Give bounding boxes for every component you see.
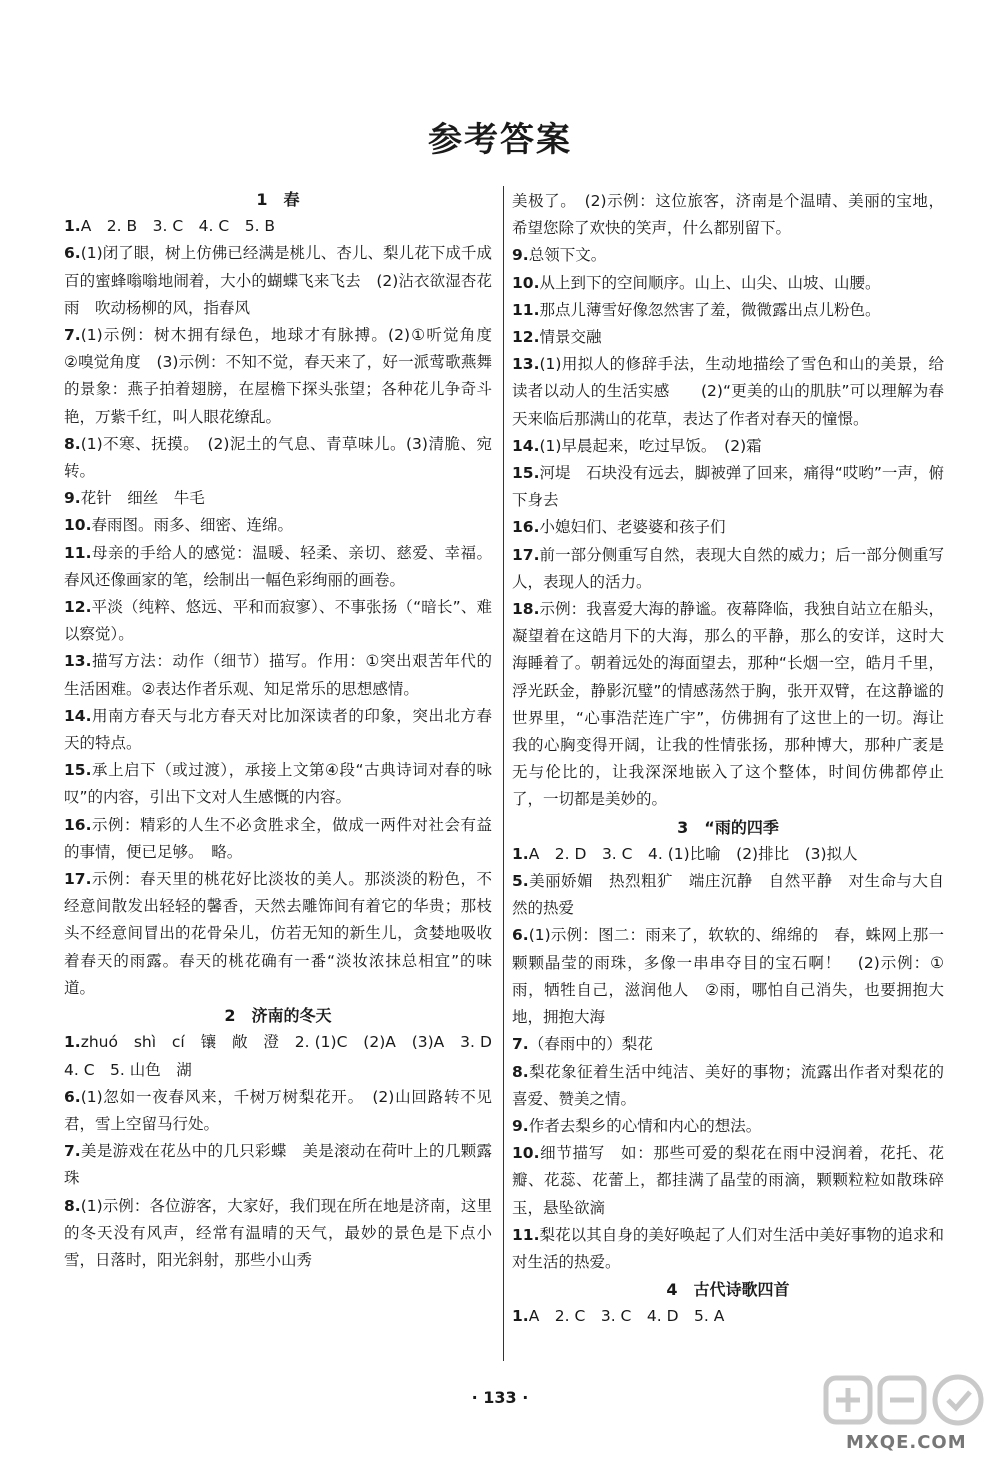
section-heading: 4 古代诗歌四首 — [666, 1280, 790, 1300]
answer-number: 9. — [512, 1116, 529, 1135]
right-column — [512, 188, 944, 1331]
answer-item — [512, 1303, 944, 1330]
answer-item — [64, 1029, 508, 1083]
page-title: 参考答案 — [428, 120, 572, 160]
answer-number: 10. — [64, 516, 92, 535]
watermark-site: MXQE.COM — [846, 1432, 967, 1453]
answer-text: 平淡（纯粹、悠远、平和而寂寥）、不事张扬（“暗长”、难以察觉）。 — [64, 598, 492, 644]
answer-number: 10. — [512, 1144, 540, 1163]
answer-number: 1. — [512, 1307, 529, 1326]
answer-number: 11. — [64, 543, 92, 562]
answer-text: (1)示例：树木拥有绿色，地球才有脉搏。(2)①听觉角度 ②嗅觉角度 (3)示例：不知不觉，春天来了，好一派莺歌燕舞的景象：燕子拍着翅膀，在屋檐下探头张望；各种花儿争奇斗艳，万紫千红，叫人眼花缭乱。 — [64, 326, 508, 426]
answer-item — [64, 1138, 492, 1192]
answer-number: 13. — [64, 652, 92, 671]
answer-number: 18. — [512, 600, 540, 619]
answer-text: 美丽娇媚 热烈粗犷 端庄沉静 自然平静 对生命与大自然的热爱 — [512, 872, 944, 918]
answer-number: 10. — [512, 273, 540, 292]
answer-number: 6. — [512, 926, 529, 945]
answer-text: zhuó shì cí 镶 敞 澄 2. (1)C (2)A (3)A 3. D 4. C 5. 山色 湖 — [64, 1033, 508, 1079]
answer-text: 美是游戏在花丛中的几只彩蝶 美是滚动在荷叶上的几颗露珠 — [64, 1142, 492, 1188]
answer-number: 14. — [64, 706, 92, 725]
answer-item — [512, 1222, 944, 1276]
answer-number: 11. — [512, 300, 540, 319]
answer-text: 承上启下（或过渡），承接上文第④段“古典诗词对春的咏叹”的内容，引出下文对人生感慨的内容。 — [64, 761, 492, 807]
answer-number: 16. — [512, 518, 540, 537]
answer-text: 总领下文。 — [528, 246, 607, 265]
answer-text: 春雨图。雨多、细密、连绵。 — [91, 516, 293, 535]
answer-item — [64, 866, 492, 1002]
answer-item — [512, 514, 944, 541]
answer-item — [64, 240, 492, 322]
answer-number: 8. — [64, 1196, 81, 1215]
answer-number: 17. — [64, 870, 92, 889]
answer-number: 1. — [64, 217, 81, 236]
answer-item — [64, 594, 492, 648]
answer-text: 前一部分侧重写自然，表现大自然的威力；后一部分侧重写人，表现人的活力。 — [512, 545, 944, 591]
answer-text: 从上到下的空间顺序。山上、山尖、山坡、山腰。 — [539, 273, 881, 292]
answer-item — [512, 868, 944, 922]
answer-text: 小媳妇们、老婆婆和孩子们 — [539, 518, 726, 537]
answer-text: 情景交融 — [539, 328, 602, 347]
answer-number: 8. — [512, 1062, 529, 1081]
answer-text: 示例：我喜爱大海的静谧。夜幕降临，我独自站立在船头，凝望着在这皓月下的大海，那么的平静，那么的安详，这时大海睡着了。朝着远处的海面望去，那种“长烟一空，皓月千里，浮光跃金，静影沉璧”的情感荡然于胸，张开双臂，在这静谧的世界里，“心事浩茫连广宇”，仿佛拥有了这世上的一切。海让我的心胸变得开阔，让我的性情张扬，那种博大，那种广袤是无与伦比的，让我深深地嵌入了这个整体，时间仿佛都停止了，一切都是美妙的。 — [512, 600, 944, 809]
answer-text: A 2. B 3. C 4. C 5. B — [80, 217, 276, 236]
answer-text: 描写方法：动作（细节）描写。作用：①突出艰苦年代的生活困难。②表达作者乐观、知足常乐的思想感情。 — [64, 652, 492, 698]
answer-number: 6. — [64, 244, 81, 263]
answer-text: 细节描写 如：那些可爱的梨花在雨中浸润着，花托、花瓣、花蕊、花蕾上，都挂满了晶莹的雨滴，颗颗粒粒如散珠碎玉，悬坠欲滴 — [512, 1144, 944, 1217]
answer-number: 16. — [64, 815, 92, 834]
answer-text: (1)用拟人的修辞手法，生动地描绘了雪色和山的美景，给读者以动人的生活实感 (2)“更美的山的肌肤”可以理解为春天来临后那满山的花草，表达了作者对春天的憧憬。 — [512, 355, 944, 428]
column-divider — [503, 186, 504, 1361]
answer-item — [64, 485, 492, 512]
page-number: · 133 · — [471, 1388, 529, 1407]
answer-text: 用南方春天与北方春天对比加深读者的印象，突出北方春天的特点。 — [64, 706, 492, 753]
answer-item — [512, 596, 944, 814]
answer-item — [64, 1084, 492, 1138]
answer-item — [512, 324, 944, 351]
answer-text: (1)示例：各位游客，大家好，我们现在所在地是济南，这里的冬天没有风声，经常有温晴的天气，最妙的景色是下点小雪，日落时，阳光斜射，那些小山秀 — [64, 1196, 492, 1269]
answer-text: 示例：精彩的人生不必贪胜求全，做成一两件对社会有益的事情，便已足够。 略。 — [64, 815, 492, 861]
answer-item — [64, 1193, 492, 1275]
answer-item — [64, 322, 508, 431]
answer-item — [64, 648, 492, 702]
section-heading: 3 “雨的四季 — [677, 817, 779, 837]
answer-text: (1)示例：图二：雨来了，软软的、绵绵的 春，蛛网上那一颗颗晶莹的雨珠，多像一串串夺目的宝石啊！ (2)示例：①雨，牺牲自己，滋润他人 ②雨，哪怕自己消失，也要拥抱大地，拥抱大海 — [512, 926, 944, 1027]
answer-number: 9. — [512, 246, 529, 265]
answer-item — [512, 351, 944, 433]
answer-text: (1)闭了眼，树上仿佛已经满是桃儿、杏儿、梨儿花下成千成百的蜜蜂嗡嗡地闹着，大小的蝴蝶飞来飞去 (2)沾衣欲湿杏花雨 吹动杨柳的风，指春风 — [64, 244, 492, 317]
answer-item — [64, 757, 492, 811]
answer-text: 美极了。 (2)示例：这位旅客，济南是个温晴、美丽的宝地，希望您除了欢快的笑声，什么都别留下。 — [512, 192, 944, 238]
answer-item — [512, 1113, 944, 1140]
answer-number: 7. — [64, 1142, 81, 1161]
section-heading: 1 春 — [256, 190, 300, 209]
answer-number: 6. — [64, 1087, 81, 1106]
answer-text: 梨花以其自身的美好唤起了人们对生活中美好事物的追求和对生活的热爱。 — [512, 1225, 944, 1271]
answer-number: 13. — [512, 355, 540, 374]
answer-number: 12. — [512, 328, 540, 347]
answer-item — [64, 540, 492, 594]
section-heading: 2 济南的冬天 — [224, 1006, 332, 1026]
answer-item — [512, 922, 944, 1031]
answer-text: 河堤 石块没有远去，脚被弹了回来，痛得“哎哟”一声，俯下身去 — [512, 464, 944, 510]
answer-item — [64, 703, 492, 757]
answer-number: 1. — [512, 844, 529, 863]
answer-item — [512, 270, 944, 297]
answer-item — [64, 213, 492, 240]
answer-text: 示例：春天里的桃花好比淡妆的美人。那淡淡的粉色，不经意间散发出轻轻的馨香，天然去雕饰间有着它的华贵；那枝头不经意间冒出的花骨朵儿，仿若无知的新生儿，贪婪地吸收着春天的雨露。春天的桃花确有一番“淡妆浓抹总相宜”的味道。 — [64, 870, 492, 997]
answer-item — [512, 841, 944, 868]
left-column — [64, 186, 508, 1274]
answer-item — [64, 431, 492, 485]
answer-item — [512, 242, 944, 269]
answer-number: 12. — [64, 598, 92, 617]
answer-text: （春雨中的）梨花 — [528, 1035, 653, 1054]
answer-text: 作者去梨乡的心情和内心的想法。 — [528, 1116, 762, 1135]
answer-number: 14. — [512, 436, 540, 455]
answer-text: 花针 细丝 牛毛 — [80, 489, 205, 508]
answer-text: 那点儿薄雪好像忽然害了羞，微微露出点儿粉色。 — [539, 300, 881, 319]
answer-text: (1)不寒、抚摸。 (2)泥土的气息、青草味儿。(3)清脆、宛转。 — [64, 434, 492, 481]
answer-text: A 2. D 3. C 4. (1)比喻 (2)排比 (3)拟人 — [528, 844, 858, 863]
answer-number: 7. — [64, 326, 81, 345]
answer-number: 17. — [512, 545, 540, 564]
answer-number: 11. — [512, 1225, 540, 1244]
answer-text: 梨花象征着生活中纯洁、美好的事物；流露出作者对梨花的喜爱、赞美之情。 — [512, 1062, 944, 1108]
answer-item — [512, 542, 944, 596]
answer-number: 8. — [64, 434, 81, 453]
answer-number: 9. — [64, 489, 81, 508]
answer-number: 15. — [512, 464, 540, 483]
answer-continuation — [512, 188, 944, 242]
answer-text: (1)早晨起来，吃过早饭。 (2)霜 — [539, 436, 762, 455]
answer-number: 15. — [64, 761, 92, 780]
answer-item — [512, 433, 944, 460]
answer-text: A 2. C 3. C 4. D 5. A — [528, 1307, 725, 1326]
answer-number: 1. — [64, 1033, 81, 1052]
answer-text: 母亲的手给人的感觉：温暖、轻柔、亲切、慈爱、幸福。春风还像画家的笔，绘制出一幅色彩绚丽的画卷。 — [64, 543, 492, 589]
answer-text: (1)忽如一夜春风来，千树万树梨花开。 (2)山回路转不见君，雪上空留马行处。 — [64, 1087, 492, 1133]
answer-item — [64, 812, 492, 866]
answer-item — [512, 1059, 944, 1113]
answer-item — [512, 297, 944, 324]
answer-number: 7. — [512, 1035, 529, 1054]
answer-item — [64, 512, 492, 539]
answer-item — [512, 1140, 944, 1222]
answer-item — [512, 1031, 944, 1058]
answer-number: 5. — [512, 872, 529, 891]
answer-item — [512, 460, 944, 514]
